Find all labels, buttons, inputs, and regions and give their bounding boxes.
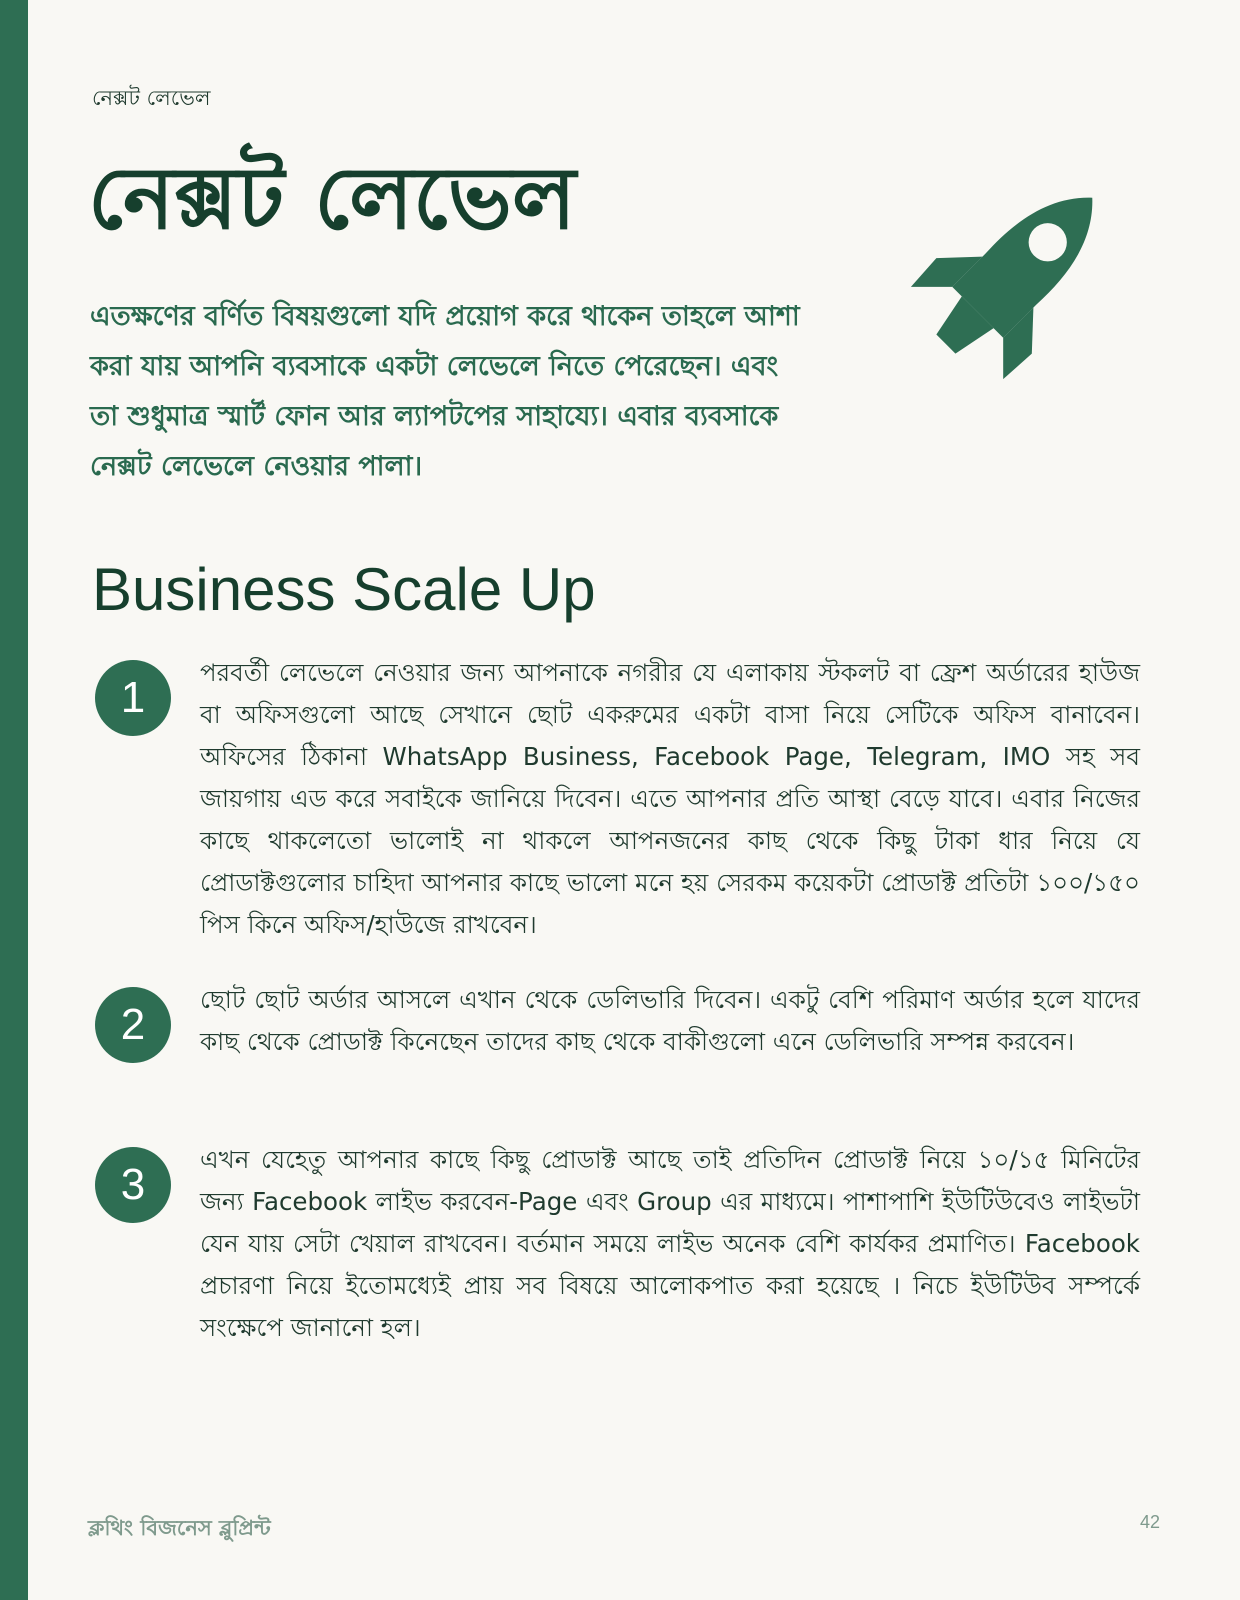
step-number-badge: 2	[95, 987, 171, 1063]
section-title: Business Scale Up	[92, 556, 596, 623]
page-number: 42	[1139, 1512, 1160, 1532]
side-accent-bar	[0, 0, 28, 1600]
step-text: এখন যেহেতু আপনার কাছে কিছু প্রোডাক্ট আছে তাই প্রতিদিন প্রোডাক্ট নিয়ে ১০/১৫ মিনিটের জন্য Facebook লাইভ করবেন-Page এবং Group এর মাধ্যমে। পাশাপাশি ইউটিউবেও লাইভটা যেন যায় সেটা খেয়াল রাখবেন। বর্তমান সময়ে লাইভ অনেক বেশি কার্যকর প্রমাণিত। Facebook প্রচারণা নিয়ে ইতোমধ্যেই প্রায় সব বিষয়ে আলোকপাত করা হয়েছে । নিচে ইউটিউব সম্পর্কে সংক্ষেপে জানানো হল।	[200, 1145, 1140, 1342]
step-text: ছোট ছোট অর্ডার আসলে এখান থেকে ডেলিভারি দিবেন। একটু বেশি পরিমাণ অর্ডার হলে যাদের কাছ থেকে প্রোডাক্ট কিনেছেন তাদের কাছ থেকে বাকীগুলো এনে ডেলিভারি সম্পন্ন করবেন।	[200, 985, 1140, 1056]
page-title: নেক্সট লেভেল	[88, 149, 576, 249]
intro-paragraph: এতক্ষণের বর্ণিত বিষয়গুলো যদি প্রয়োগ করে থাকেন তাহলে আশা করা যায় আপনি ব্যবসাকে একটা লেভেলে নিতে পেরেছেন। এবং তা শুধুমাত্র স্মার্ট ফোন আর ল্যাপটপের সাহায্যে। এবার ব্যবসাকে নেক্সট লেভেলে নেওয়ার পালা।	[90, 301, 800, 482]
step-number-badge: 1	[95, 660, 171, 736]
step-number-badge: 3	[95, 1147, 171, 1223]
running-head: নেক্সট লেভেল	[92, 86, 211, 110]
step-text: পরবর্তী লেভেলে নেওয়ার জন্য আপনাকে নগরীর যে এলাকায় স্টকলট বা ফ্রেশ অর্ডারের হাউজ বা অফিসগুলো আছে সেখানে ছোট একরুমের একটা বাসা নিয়ে সেটিকে অফিস বানাবেন। অফিসের ঠিকানা WhatsApp Business, Facebook Page, Telegram, IMO সহ সব জায়গায় এড করে সবাইকে জানিয়ে দিবেন। এতে আপনার প্রতি আস্থা বেড়ে যাবে। এবার নিজের কাছে থাকলেতো ভালোই না থাকলে আপনজনের কাছ থেকে কিছু টাকা ধার নিয়ে যে প্রোডাক্টগুলোর চাহিদা আপনার কাছে ভালো মনে হয় সেরকম কয়েকটা প্রোডাক্ট প্রতিটা ১০০/১৫০ পিস কিনে অফিস/হাউজে রাখবেন।	[200, 658, 1140, 939]
rocket-icon	[905, 160, 1130, 385]
footer-title: ক্লথিং বিজনেস ব্লুপ্রিন্ট	[88, 1516, 271, 1540]
